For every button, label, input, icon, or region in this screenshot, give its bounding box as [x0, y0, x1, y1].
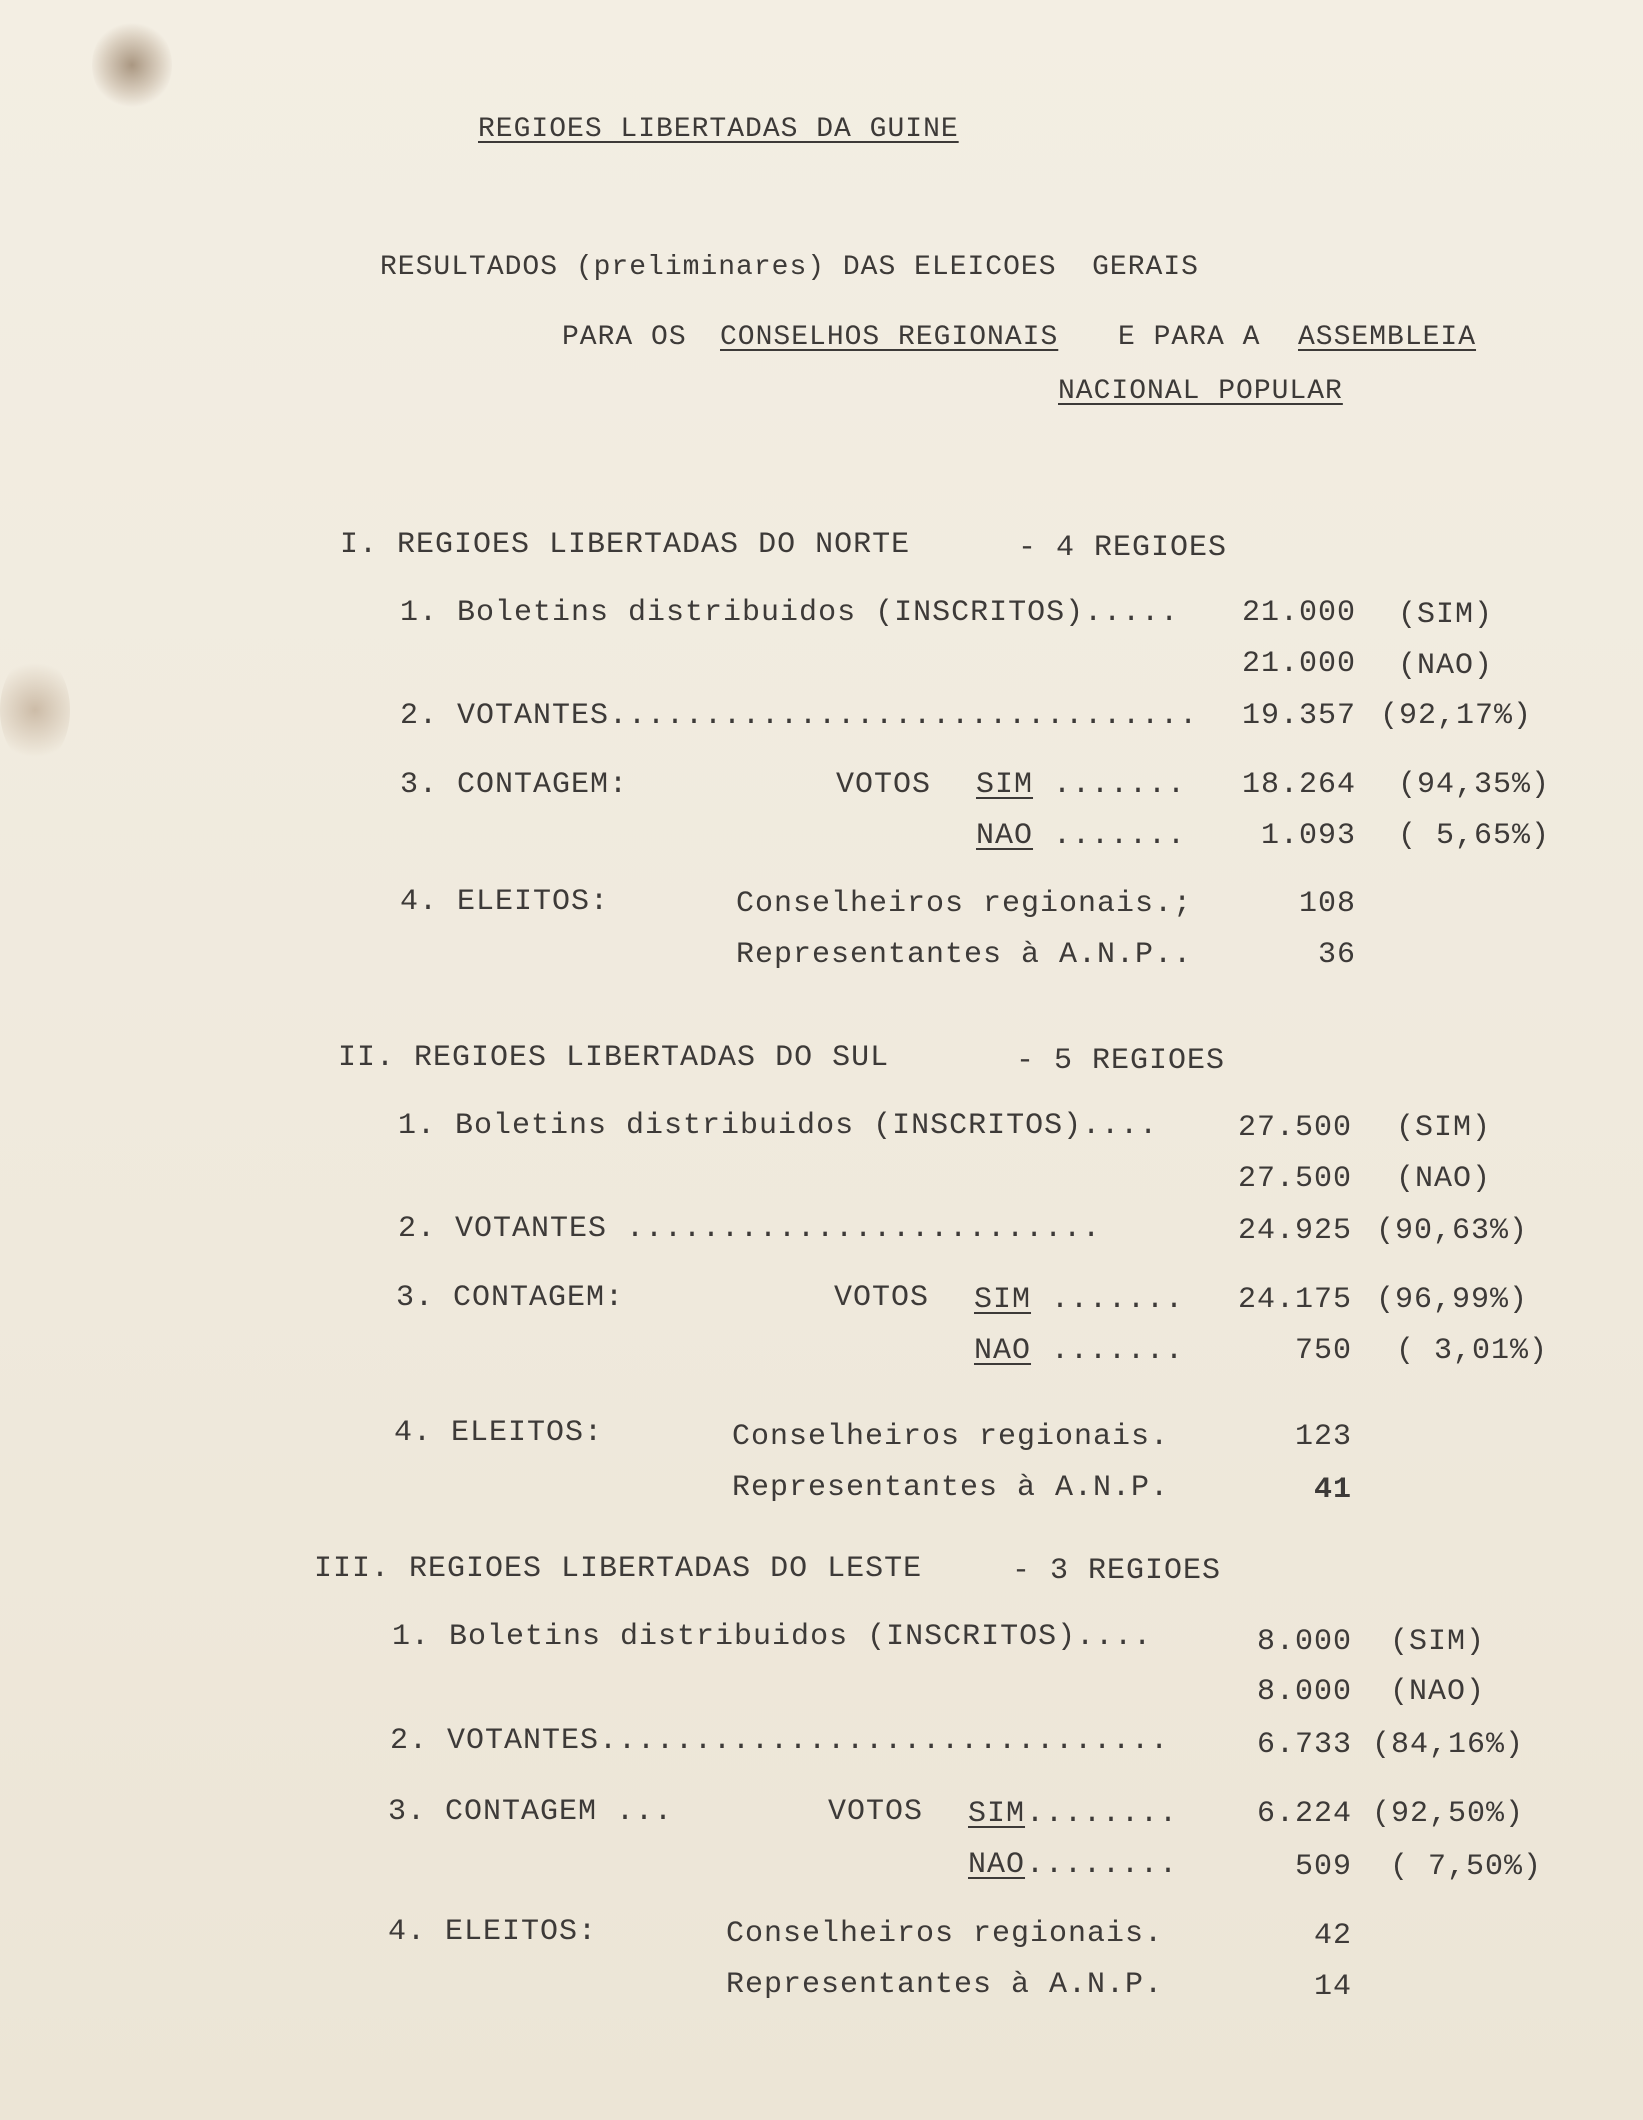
nao-label: NAO — [968, 1848, 1026, 1882]
inscritos-nao-value: 21.000 — [1241, 647, 1356, 681]
votantes-percent: (92,17%) — [1380, 699, 1533, 733]
inscritos-label: 1. Boletins distribuidos (INSCRITOS).... — [392, 1620, 1153, 1654]
sim-dots: ....... — [1032, 1283, 1185, 1317]
conselheiros-value: 123 — [1294, 1420, 1352, 1454]
section-heading: III. REGIOES LIBERTADAS DO LESTE — [314, 1552, 923, 1586]
sim-value: 18.264 — [1241, 768, 1356, 802]
sim-label: SIM — [976, 768, 1034, 802]
nao-value: 1.093 — [1260, 819, 1356, 853]
nao-percent: ( 5,65%) — [1398, 819, 1551, 853]
subtitle-mid: E PARA A — [1118, 322, 1261, 353]
sim-percent: (96,99%) — [1376, 1283, 1529, 1317]
nao-percent: ( 7,50%) — [1390, 1850, 1543, 1884]
representantes-label: Representantes à A.N.P. — [726, 1968, 1164, 2002]
section-region-count: - 3 REGIOES — [1012, 1554, 1222, 1588]
eleitos-label: 4. ELEITOS: — [394, 1416, 604, 1450]
representantes-value: 14 — [1313, 1970, 1352, 2004]
inscritos-sim-value: 21.000 — [1241, 596, 1356, 630]
conselheiros-label: Conselheiros regionais.; — [736, 887, 1193, 921]
inscritos-label: 1. Boletins distribuidos (INSCRITOS).... — [398, 1109, 1159, 1143]
nao-percent: ( 3,01%) — [1396, 1334, 1549, 1368]
nao-value: 509 — [1294, 1850, 1352, 1884]
sim-percent: (94,35%) — [1398, 768, 1551, 802]
votos-label: VOTOS — [836, 768, 932, 802]
conselheiros-value: 108 — [1298, 887, 1356, 921]
nao-dots: ....... — [1032, 1334, 1185, 1368]
sim-dots: ....... — [1034, 768, 1187, 802]
sim-value: 24.175 — [1237, 1283, 1352, 1317]
eleitos-label: 4. ELEITOS: — [388, 1915, 598, 1949]
votantes-label: 2. VOTANTES ......................... — [398, 1212, 1102, 1246]
votantes-value: 19.357 — [1241, 699, 1356, 733]
inscritos-sim-tag: (SIM) — [1396, 1111, 1492, 1145]
representantes-label: Representantes à A.N.P. — [732, 1471, 1170, 1505]
conselheiros-label: Conselheiros regionais. — [726, 1917, 1164, 1951]
contagem-label: 3. CONTAGEM ... — [388, 1795, 674, 1829]
subtitle-conselhos: CONSELHOS REGIONAIS — [720, 322, 1059, 353]
results-heading: RESULTADOS (preliminares) DAS ELEICOES GERAIS — [380, 252, 1199, 283]
nao-dots: ....... — [1034, 819, 1187, 853]
sim-percent: (92,50%) — [1372, 1797, 1525, 1831]
nao-dots: ........ — [1026, 1848, 1179, 1882]
inscritos-nao-tag: (NAO) — [1398, 649, 1494, 683]
inscritos-nao-tag: (NAO) — [1390, 1675, 1486, 1709]
paper-stain — [0, 655, 70, 765]
subtitle-assembleia: ASSEMBLEIA — [1298, 322, 1477, 353]
section-region-count: - 4 REGIOES — [1018, 531, 1228, 565]
inscritos-nao-value: 8.000 — [1256, 1675, 1352, 1709]
eleitos-label: 4. ELEITOS: — [400, 885, 610, 919]
inscritos-sim-value: 8.000 — [1256, 1625, 1352, 1659]
votantes-value: 24.925 — [1237, 1214, 1352, 1248]
votantes-percent: (90,63%) — [1376, 1214, 1529, 1248]
inscritos-sim-value: 27.500 — [1237, 1111, 1352, 1145]
ink-stain — [92, 20, 172, 110]
inscritos-label: 1. Boletins distribuidos (INSCRITOS)..... — [400, 596, 1180, 630]
subtitle-nacional-popular: NACIONAL POPULAR — [1058, 376, 1343, 407]
sim-label: SIM — [974, 1283, 1032, 1317]
subtitle-prefix: PARA OS — [562, 322, 687, 353]
contagem-label: 3. CONTAGEM: — [396, 1281, 625, 1315]
representantes-value: 36 — [1317, 938, 1356, 972]
nao-value: 750 — [1294, 1334, 1352, 1368]
sim-label: SIM — [968, 1797, 1026, 1831]
section-heading: I. REGIOES LIBERTADAS DO NORTE — [340, 528, 911, 562]
votantes-percent: (84,16%) — [1372, 1728, 1525, 1762]
inscritos-nao-value: 27.500 — [1237, 1162, 1352, 1196]
document-title: REGIOES LIBERTADAS DA GUINE — [478, 114, 959, 145]
sim-dots: ........ — [1026, 1797, 1179, 1831]
votantes-value: 6.733 — [1256, 1728, 1352, 1762]
section-heading: II. REGIOES LIBERTADAS DO SUL — [338, 1041, 890, 1075]
nao-label: NAO — [976, 819, 1034, 853]
inscritos-nao-tag: (NAO) — [1396, 1162, 1492, 1196]
inscritos-sim-tag: (SIM) — [1398, 598, 1494, 632]
nao-label: NAO — [974, 1334, 1032, 1368]
votos-label: VOTOS — [834, 1281, 930, 1315]
conselheiros-label: Conselheiros regionais. — [732, 1420, 1170, 1454]
representantes-value: 41 — [1313, 1473, 1352, 1507]
votos-label: VOTOS — [828, 1795, 924, 1829]
votantes-label: 2. VOTANTES............................... — [400, 699, 1199, 733]
contagem-label: 3. CONTAGEM: — [400, 768, 629, 802]
inscritos-sim-tag: (SIM) — [1390, 1625, 1486, 1659]
sim-value: 6.224 — [1256, 1797, 1352, 1831]
votantes-label: 2. VOTANTES.............................. — [390, 1724, 1170, 1758]
representantes-label: Representantes à A.N.P.. — [736, 938, 1193, 972]
conselheiros-value: 42 — [1313, 1919, 1352, 1953]
section-region-count: - 5 REGIOES — [1016, 1044, 1226, 1078]
